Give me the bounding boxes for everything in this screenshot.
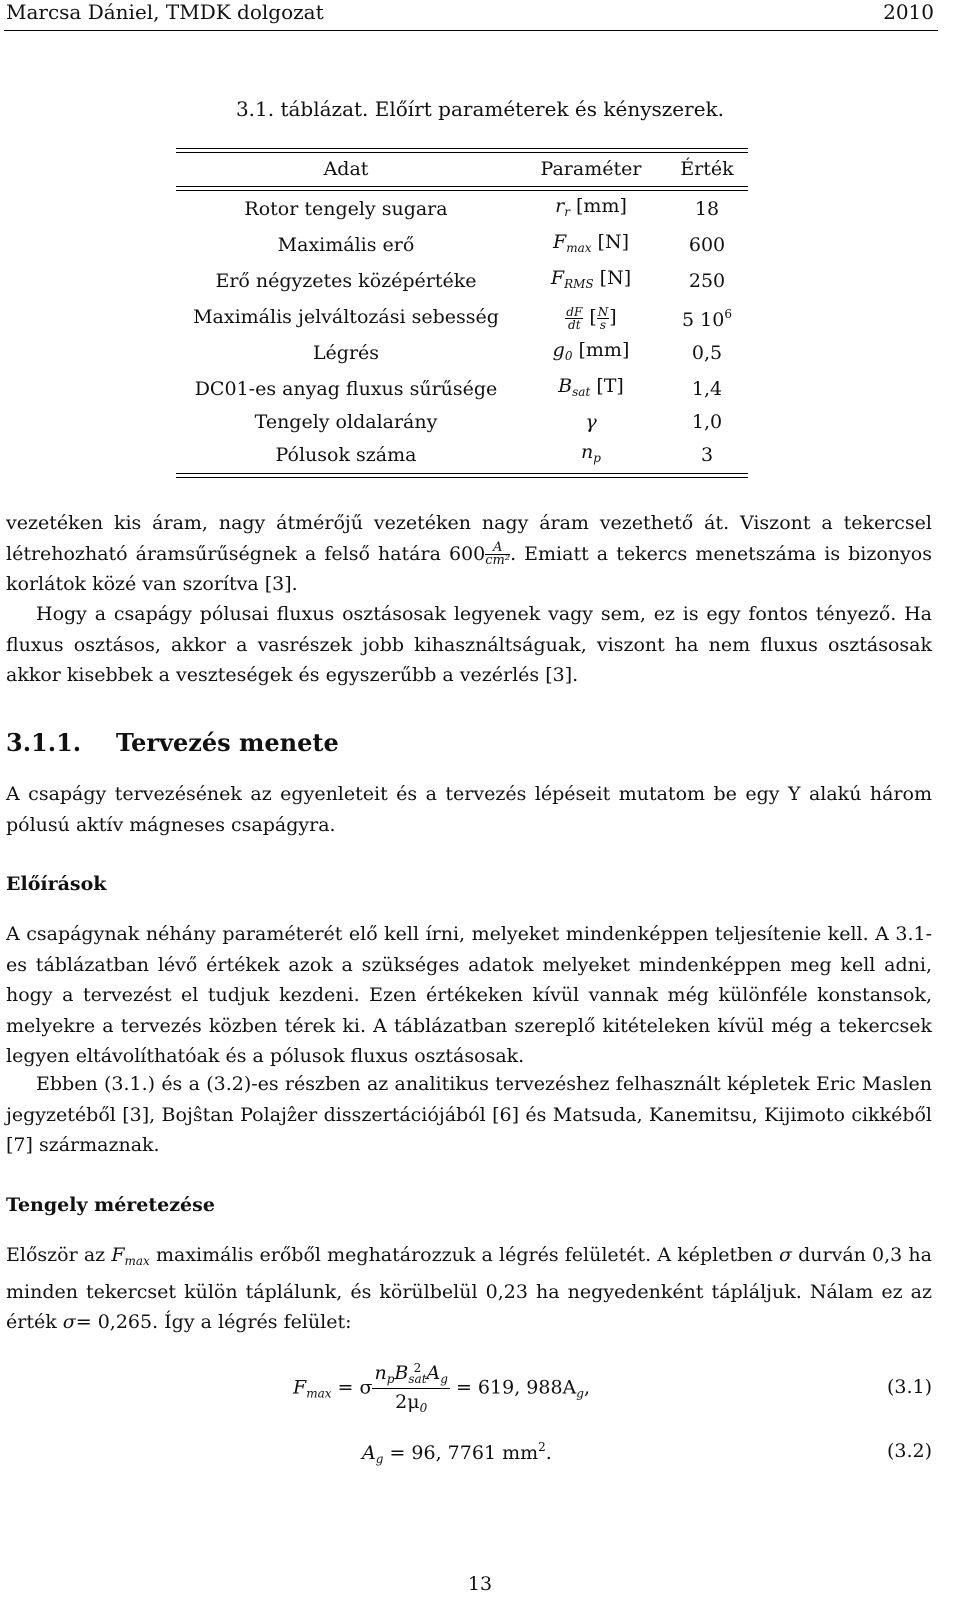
cell-ertek: 1,4 <box>691 378 723 400</box>
current-density-fraction: $\frac{A}{\text{cm²}}$ <box>485 540 511 568</box>
cell-adat: Maximális jelváltozási sebesség <box>193 306 499 328</box>
parameter-table <box>176 148 748 478</box>
paragraph-current-density: vezetéken kis áram, nagy átmérőjű vezetéken nagy áram vezethető át. Viszont a tekercsel létrehozható áramsűrűségnek a felső határa 600 $\frac{A}{\text{cm²}}$ . Emiatt a tekercs menetszáma is bizonyos korlátok közé van szorítva [3]. <box>6 512 932 595</box>
table-row <box>176 263 748 299</box>
cell-adat: DC01-es anyag fluxus sűrűsége <box>194 378 498 400</box>
cell-ertek: 18 <box>694 198 720 220</box>
table-header-row <box>176 153 748 186</box>
page-number: 13 <box>467 1573 493 1595</box>
section-number: 3.1.1. <box>6 728 82 757</box>
header-rule <box>4 30 938 31</box>
table-row <box>176 335 748 371</box>
cell-ertek: 250 <box>688 270 726 292</box>
table-row <box>176 371 748 407</box>
table-caption: 3.1. táblázat. Előírt paraméterek és kényszerek. <box>235 97 725 121</box>
paragraph-airgap: Először az $F_{max}$ maximális erőből meghatározzuk a légrés felületét. A képletben σ durván 0,3 ha minden tekercset külön táplálunk, és körülbelül 0,23 ha negyedenként tápláljuk. Nálam ez az érték σ= 0,265. Így a légrés felület: <box>6 1244 932 1333</box>
paragraph-intro: A csapágy tervezésének az egyenleteit és a tervezés lépéseit mutatom be egy Y alakú három pólusú aktív mágneses csapágyra. <box>6 783 932 836</box>
cell-adat: Rotor tengely sugara <box>244 198 448 220</box>
cell-parameter: γ <box>585 411 597 433</box>
equation-number-3-1: (3.1) <box>886 1376 932 1398</box>
header-author: Marcsa Dániel, TMDK dolgozat <box>6 0 324 24</box>
equation-area: $A_g = 96$, 7761 $mm^2$. <box>362 1440 552 1466</box>
cell-parameter: $g_0$ [mm] <box>552 339 630 363</box>
cell-ertek: 3 <box>700 444 714 466</box>
equation-force: $F_{max} = \sigma$ $n_pB$ 2 sat $A_g$ $2\mu_0$ = 619, $988A_g$, <box>293 1361 591 1415</box>
cell-adat: Légrés <box>312 342 380 364</box>
paragraph-flux-split: Hogy a csapágy pólusai fluxus osztásosak legyenek vagy sem, ez is egy fontos tényező. Ha fluxus osztásos, akkor a vasrészek jobb kihasználtságuak, viszont ha nem fluxus osztásosak akkor kisebbek a veszteségek és egyszerűbb a vezérlés [3]. <box>6 603 932 686</box>
unit-fraction: $\frac{N}{s}$ <box>597 304 609 332</box>
table-row <box>176 407 748 437</box>
cell-adat: Erő négyzetes középértéke <box>215 270 477 292</box>
header-year: 2010 <box>883 0 934 24</box>
col-header-ertek: Érték <box>680 158 734 180</box>
derivative-fraction: $\frac{dF}{dt}$ <box>566 304 583 332</box>
cell-ertek: 5 $10^6$ <box>682 307 732 331</box>
cell-parameter: $r_r$ [mm] <box>555 195 627 219</box>
running-header <box>0 0 960 28</box>
cell-ertek: 1,0 <box>691 411 723 433</box>
table-row <box>176 191 748 227</box>
table-row <box>176 437 748 473</box>
cell-ertek: 0,5 <box>691 342 723 364</box>
cell-parameter: $B_{sat}$ [T] <box>558 375 624 399</box>
section-title: Tervezés menete <box>116 728 339 757</box>
table-bottom-rule <box>176 473 748 478</box>
cell-adat: Pólusok száma <box>275 444 417 466</box>
equation-fraction: $n_pB$ 2 sat $A_g$ $2\mu_0$ <box>374 1361 448 1415</box>
paragraph-requirements: A csapágynak néhány paraméterét elő kell írni, melyeket mindenképpen teljesítenie kell. A 3.1-es táblázatban lévő értékek azok a szükséges adatok melyeket mindenképpen meg kell adni, hogy a tervezést el tudjuk kezdeni. Ezen értékeken kívül vannak még különféle konstansok, melyekre a tervezés közben térek ki. A táblázatban szereplő kitételeken kívül még a tekercsek legyen eltávolíthatóak és a pólusok fluxus osztásosak. <box>6 923 932 1067</box>
section-heading <box>6 728 339 757</box>
cell-parameter: $\frac{dF}{dt}$ [ $\frac{N}{s}$ ] <box>566 304 617 332</box>
cell-parameter: $F_{max}$ [N] <box>553 231 629 255</box>
subheading-eloirasok: Előírások <box>6 873 107 895</box>
cell-adat: Maximális erő <box>277 234 415 256</box>
cell-parameter: $F_{RMS}$ [N] <box>550 267 632 291</box>
col-header-adat: Adat <box>323 158 369 180</box>
table-row <box>176 299 748 335</box>
cell-parameter: $n_p$ <box>581 441 601 465</box>
cell-adat: Tengely oldalarány <box>254 411 438 433</box>
col-header-parameter: Paraméter <box>540 158 642 180</box>
equation-number-3-2: (3.2) <box>886 1440 932 1462</box>
paragraph-sources: Ebben (3.1.) és a (3.2)-es részben az analitikus tervezéshez felhasznált képletek Eric Maslen jegyzetéből [3], Bojŝtan Polajẑer disszertációjából [6] és Matsuda, Kanemitsu, Kijimoto cikkéből [7] származnak. <box>6 1073 932 1156</box>
subheading-tengely: Tengely méretezése <box>6 1194 215 1216</box>
table-row <box>176 227 748 263</box>
cell-ertek: 600 <box>688 234 726 256</box>
